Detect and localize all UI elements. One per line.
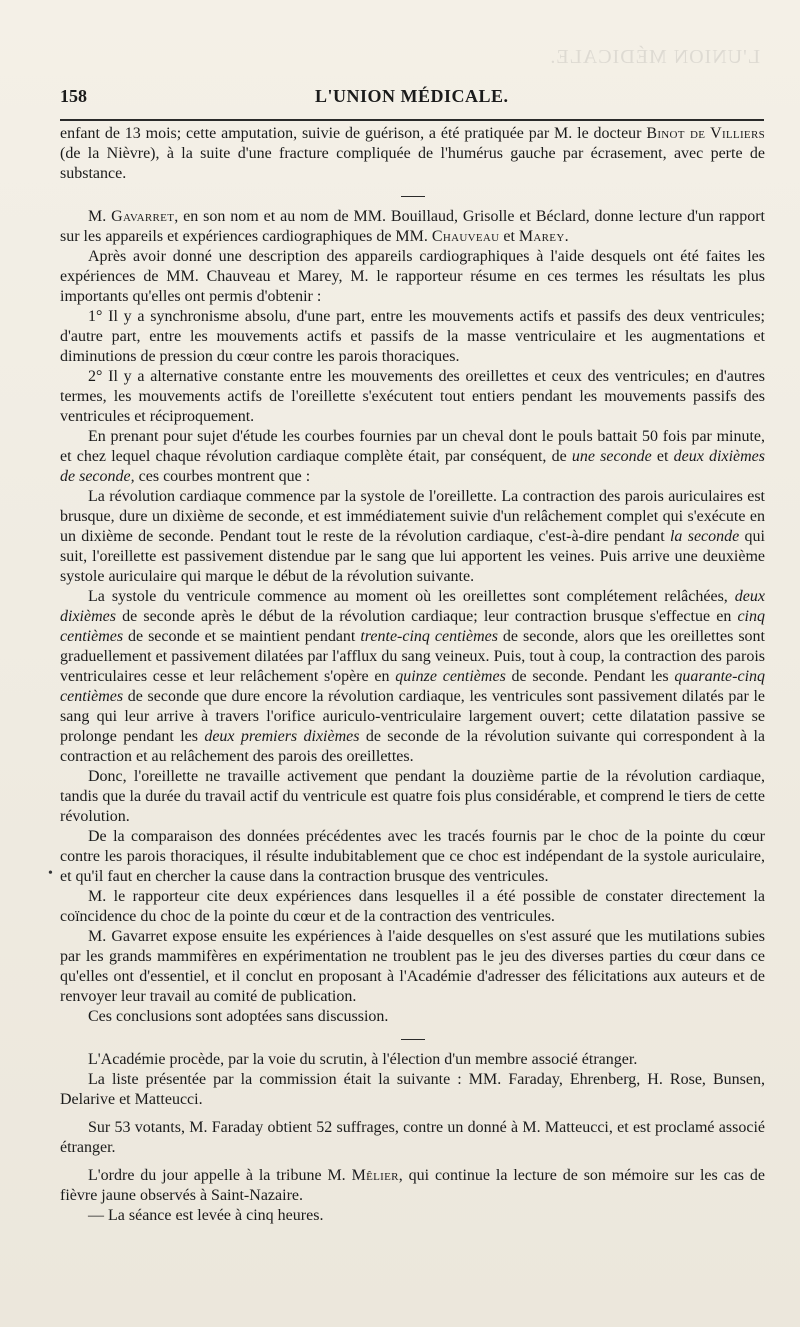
- section-divider: [401, 1039, 425, 1040]
- text-segment: de seconde de la révolution suivante qui correspondent à la contraction et au relâchement des parois des oreillettes.: [60, 728, 766, 765]
- spacer: [60, 1158, 765, 1166]
- paragraph-candidate-list: La liste présentée par la commission était la suivante : MM. Faraday, Ehrenberg, H. Rose, Bunsen, Delarive et Matteucci.: [60, 1071, 765, 1108]
- paragraph-conclusion-oreillette: Donc, l'oreillette ne travaille activement que pendant la douzième partie de la révolution cardiaque, tandis que la durée du travail actif du ventricule est quatre fois plus considérable, et comprend le tiers de cette révolution.: [60, 768, 765, 825]
- text-segment: de seconde après le début de la révolution cardiaque; leur contraction brusque s'effectue en: [115, 608, 738, 625]
- page-number: 158: [60, 86, 87, 106]
- paragraph-ventricle-systole: [60, 587, 765, 767]
- paragraph-horse-study: [60, 427, 765, 487]
- text-segment: enfant de 13 mois; cette amputation, suivie de guérison, a été pratiquée par M. le docteur: [60, 125, 647, 142]
- text-segment: La révolution cardiaque commence par la systole de l'oreillette. La contraction des parois auriculaires est brusque, dure un dixième de seconde, et est immédiatement suivie d'un relâchement complet qui s'exécute en un dixième de seconde. Pendant tout le reste de la révolution cardiaque, c'est-à-dire pendant: [60, 488, 765, 545]
- paragraph-conclusions-adopted: Ces conclusions sont adoptées sans discussion.: [88, 1008, 389, 1025]
- emphasis: la seconde: [669, 528, 740, 545]
- text-segment: et: [499, 228, 519, 245]
- text-segment: de seconde, alors que les oreillettes sont graduellement et passivement dilatées par l'afflux du sang veineux. Puis, tout à coup, la contraction des parois ventriculaires cesse et leur relâchement s'opère en: [60, 628, 765, 685]
- paragraph-cardiac-revolution: [60, 487, 765, 587]
- running-head: L'UNION MÉDICALE.: [315, 86, 509, 106]
- text-segment: de seconde et se maintient pendant: [123, 628, 361, 645]
- text-segment: ces courbes montrent que :: [134, 468, 311, 485]
- text-segment: .: [564, 228, 569, 245]
- text-segment: L'ordre du jour appelle à la tribune M.: [88, 1167, 352, 1184]
- author-name: Gavarret: [111, 208, 175, 225]
- header-rule: [60, 119, 764, 121]
- bleed-through-text: L'UNION MÉDICALE.: [549, 46, 760, 68]
- text-segment: de seconde. Pendant les: [505, 668, 675, 685]
- author-name: Chauveau: [431, 228, 500, 245]
- emphasis: deux premiers dixièmes: [204, 728, 360, 745]
- margin-mark: •: [48, 866, 53, 881]
- text-segment: , en son nom et au nom de MM. Bouillaud, Grisolle et Béclard, donne lecture d'un rapport sur les appareils et expériences cardiographiques de MM.: [60, 208, 765, 245]
- author-name: Marey: [518, 228, 565, 245]
- text-segment: , qui continue la lecture de son mémoire sur les cas de fièvre jaune observés à Saint-Nazaire.: [60, 1167, 766, 1204]
- emphasis: quinze centièmes: [395, 668, 506, 685]
- paragraph-order-of-day: [60, 1166, 765, 1206]
- text-segment: En prenant pour sujet d'étude les courbes fournies par un cheval dont le pouls battait 50 fois par minute, et chez lequel chaque révolution cardiaque complète était, par conséquent, de: [60, 428, 765, 465]
- text-segment: de seconde que dure encore la révolution cardiaque, les ventricules sont passivement dilatés par le sang qui leur arrive à travers l'orifice auriculo-ventriculaire largement ouvert; cette dilatation passive se prolonge pendant les: [60, 688, 765, 745]
- text-segment: (de la Nièvre), à la suite d'une fracture compliquée de l'humérus gauche par écrasement, avec perte de substance.: [60, 145, 765, 182]
- paragraph-point-1: 1° Il y a synchronisme absolu, d'une part, entre les mouvements actifs et passifs des deux ventricules; d'autre part, entre les mouvements actifs et passifs de la masse ventriculaire et les augmentations et diminutions de pression du cœur contre les parois thoraciques.: [60, 308, 765, 365]
- paragraph-summary-intro: Après avoir donné une description des appareils cardiographiques à l'aide desquels ont été faites les expériences de MM. Chauveau et Marey, M. le rapporteur résume en ces termes les résultats les plus importants qu'elles ont permis d'obtenir :: [60, 248, 765, 305]
- text-segment: qui suit, l'oreillette est passivement distendue par le sang que lui apportent les veines. Puis arrive une deuxième systole auriculaire qui marque le début de la révolution suivante.: [60, 528, 765, 585]
- emphasis: deux dixièmes de seconde,: [60, 448, 766, 485]
- emphasis: une seconde: [571, 448, 652, 465]
- article-body: [60, 124, 765, 1226]
- emphasis: deux dixièmes: [60, 588, 765, 625]
- section-divider: [401, 196, 425, 197]
- text-segment: et: [651, 448, 674, 465]
- author-name: Mêlier: [351, 1167, 399, 1184]
- paragraph-experiments: M. le rapporteur cite deux expériences dans lesquelles il a été possible de constater directement la coïncidence du choc de la pointe du cœur et de la contraction des ventricules.: [60, 888, 765, 925]
- paragraph-session-end: — La séance est levée à cinq heures.: [88, 1207, 324, 1224]
- author-name: Binot de Villiers: [646, 125, 765, 142]
- paragraph-vote-result: Sur 53 votants, M. Faraday obtient 52 suffrages, contre un donné à M. Matteucci, et est proclamé associé étranger.: [60, 1119, 765, 1156]
- paragraph-point-2: 2° Il y a alternative constante entre les mouvements des oreillettes et ceux des ventricules; en d'autres termes, les mouvements actifs de l'oreillette s'exécutent tout entiers pendant les mouvements passifs des ventricules et réciproquement.: [60, 368, 765, 425]
- paragraph-gavarret-expose: M. Gavarret expose ensuite les expériences à l'aide desquelles on s'est assuré que les mutilations subies par les grands mammifères en expérimentation ne troublent pas le jeu des diverses parties du cœur dans ce qu'elles ont d'essentiel, et il conclut en proposant à l'Académie d'adresser des félicitations aux auteurs et de renvoyer leur travail au comité de publication.: [60, 928, 765, 1005]
- emphasis: trente-cinq centièmes: [360, 628, 498, 645]
- text-segment: M.: [88, 208, 112, 225]
- text-segment: La systole du ventricule commence au moment où les oreillettes sont complétement relâchées,: [88, 588, 735, 605]
- page-header: [60, 86, 764, 114]
- paragraph-election: L'Académie procède, par la voie du scrutin, à l'élection d'un membre associé étranger.: [88, 1051, 638, 1068]
- emphasis: cinq centièmes: [60, 608, 765, 645]
- paragraph-comparison: De la comparaison des données précédentes avec les tracés fournis par le choc de la pointe du cœur contre les parois thoraciques, il résulte indubitablement que ce choc est indépendant de la systole auriculaire, et qu'il faut en chercher la cause dans la contraction brusque des ventricules.: [60, 828, 765, 885]
- paragraph-gavarret-report: [60, 207, 765, 247]
- spacer: [60, 1110, 765, 1118]
- paragraph-amputation: [60, 124, 765, 184]
- emphasis: quarante-cinq centièmes: [60, 668, 766, 705]
